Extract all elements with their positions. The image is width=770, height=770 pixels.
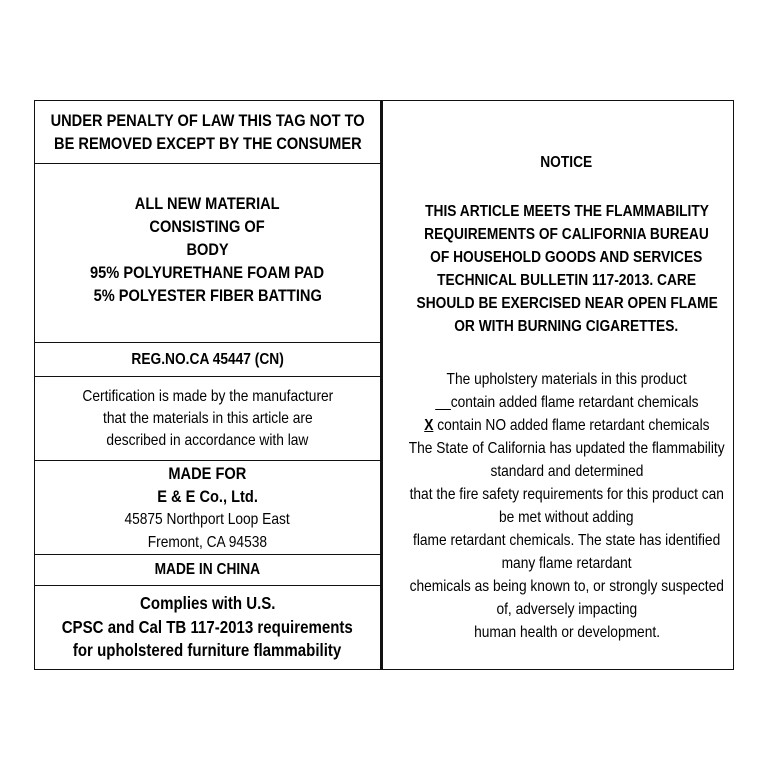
state-line-9: human health or development. bbox=[473, 624, 660, 641]
certification-line-3: described in accordance with law bbox=[106, 431, 309, 449]
notice-title: NOTICE bbox=[540, 154, 593, 171]
state-line-5: flame retardant chemicals. The state has identified bbox=[413, 532, 721, 549]
made-for-section bbox=[35, 461, 380, 555]
state-line-8: of, adversely impacting bbox=[496, 601, 638, 618]
disclosure-intro: The upholstery materials in this product bbox=[446, 371, 687, 388]
origin-section bbox=[35, 555, 380, 586]
compliance-line-1: Complies with U.S. bbox=[139, 593, 276, 614]
contents-line-4: 95% POLYURETHANE FOAM PAD bbox=[90, 263, 325, 282]
state-line-1: The State of California has updated the flammability bbox=[408, 440, 725, 457]
penalty-warning bbox=[35, 101, 380, 164]
state-line-7: chemicals as being known to, or strongly suspected bbox=[409, 578, 724, 595]
contents-section bbox=[35, 164, 380, 343]
law-tag bbox=[34, 100, 734, 670]
compliance-line-3: for upholstered furniture flammability bbox=[73, 640, 342, 661]
state-line-4: be met without adding bbox=[499, 509, 634, 526]
option-2-mark: X bbox=[424, 417, 434, 434]
state-line-6: many flame retardant bbox=[501, 555, 632, 572]
notice-line-1: THIS ARTICLE MEETS THE FLAMMABILITY bbox=[424, 203, 709, 220]
option-1-blank: __ bbox=[435, 394, 451, 411]
registration-number bbox=[35, 343, 380, 377]
option-2-text: contain NO added flame retardant chemicals bbox=[433, 417, 710, 434]
notice-line-5: SHOULD BE EXERCISED NEAR OPEN FLAME bbox=[416, 295, 718, 312]
penalty-line-2: BE REMOVED EXCEPT BY THE CONSUMER bbox=[53, 134, 362, 153]
option-1-text: contain added flame retardant chemicals bbox=[450, 394, 699, 411]
flame-retardant-disclosure bbox=[383, 368, 750, 644]
contents-line-3: BODY bbox=[186, 240, 229, 259]
contents-line-1: ALL NEW MATERIAL bbox=[135, 194, 280, 213]
address-line-1: 45875 Northport Loop East bbox=[124, 510, 291, 528]
state-line-2: standard and determined bbox=[490, 463, 644, 480]
notice-body bbox=[392, 200, 742, 338]
notice-line-6: OR WITH BURNING CIGARETTES. bbox=[454, 318, 679, 335]
right-panel bbox=[383, 101, 750, 669]
notice-line-2: REQUIREMENTS OF CALIFORNIA BUREAU bbox=[424, 226, 709, 243]
reg-no: REG.NO.CA 45447 (CN) bbox=[131, 350, 284, 368]
certification-line-2: that the materials in this article are bbox=[102, 409, 313, 427]
penalty-line-1: UNDER PENALTY OF LAW THIS TAG NOT TO bbox=[50, 111, 365, 130]
compliance-line-2: CPSC and Cal TB 117-2013 requirements bbox=[61, 616, 354, 637]
compliance-section bbox=[35, 586, 380, 669]
state-line-3: that the fire safety requirements for this product can bbox=[409, 486, 724, 503]
notice-line-3: OF HOUSEHOLD GOODS AND SERVICES bbox=[430, 249, 703, 266]
made-for-label: MADE FOR bbox=[168, 463, 247, 483]
left-panel bbox=[35, 101, 383, 669]
contents-line-2: CONSISTING OF bbox=[149, 217, 266, 236]
certification-section bbox=[35, 377, 380, 461]
notice-line-4: TECHNICAL BULLETIN 117-2013. CARE bbox=[437, 272, 697, 289]
contents-line-5: 5% POLYESTER FIBER BATTING bbox=[93, 286, 322, 305]
certification-line-1: Certification is made by the manufacturer bbox=[82, 387, 333, 405]
made-in-china: MADE IN CHINA bbox=[154, 561, 261, 578]
company-name: E & E Co., Ltd. bbox=[157, 486, 258, 506]
address-line-2: Fremont, CA 94538 bbox=[147, 533, 268, 551]
